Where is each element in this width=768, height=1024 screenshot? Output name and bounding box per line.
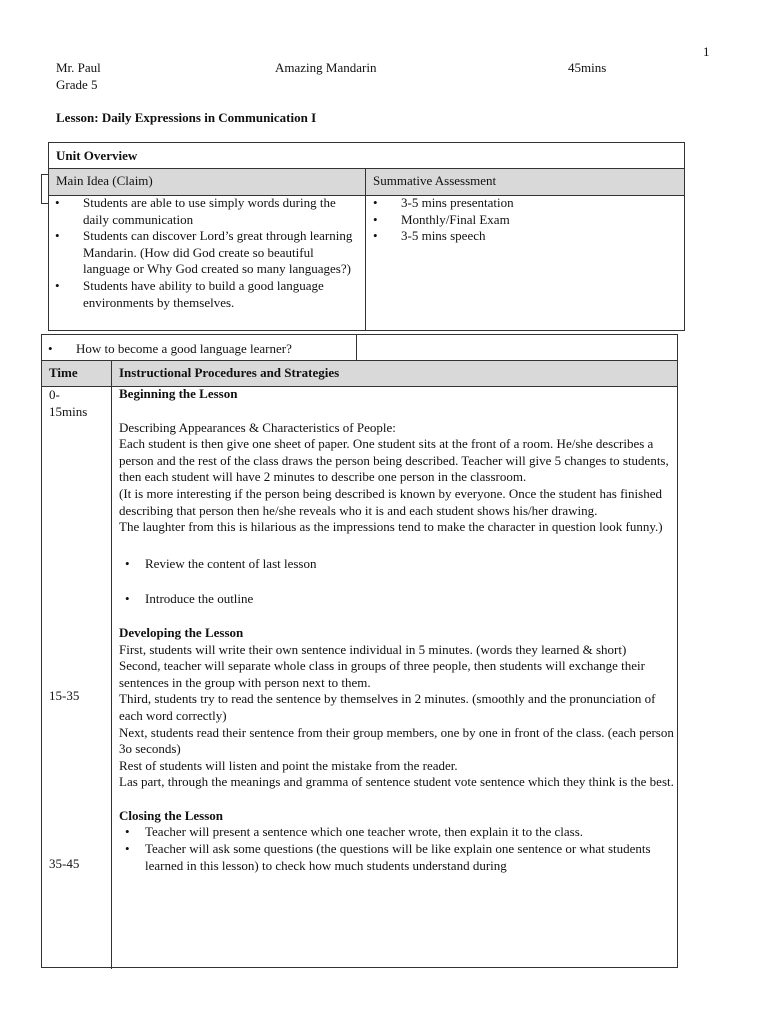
procedures-table xyxy=(41,334,678,968)
question-row xyxy=(42,335,677,360)
teacher-name: Mr. Paul xyxy=(56,60,101,75)
list-item: • Introduce the outline xyxy=(119,591,674,608)
main-idea-list xyxy=(49,195,355,311)
list-item: • Review the content of last lesson xyxy=(119,556,674,573)
list-item: • Students have ability to build a good language environments by themselves. xyxy=(49,278,355,311)
list-item: • Teacher will present a sentence which one teacher wrote, then explain it to the class. xyxy=(119,824,674,841)
beginning-bullets xyxy=(119,556,674,608)
question-list xyxy=(42,341,352,358)
time-header: Time xyxy=(49,365,78,380)
unit-overview-title: Unit Overview xyxy=(56,148,138,163)
beginning-paragraph: Describing Appearances & Characteristics of People: xyxy=(119,419,396,435)
developing-paragraph: Second, teacher will separate whole class in groups of three people, then students will exchange their sentences in the group with person next to them. xyxy=(119,658,645,690)
time-slot-1: 0- 15mins xyxy=(49,387,88,419)
closing-bullets xyxy=(119,824,674,874)
course-name: Amazing Mandarin xyxy=(275,60,377,75)
closing-title: Closing the Lesson xyxy=(119,807,224,823)
developing-paragraph: Rest of students will listen and point the mistake from the reader. xyxy=(119,757,458,773)
lesson-duration: 45mins xyxy=(568,60,607,75)
procedures-content xyxy=(119,385,674,874)
unit-overview-table xyxy=(48,142,685,331)
list-item: • Students are able to use simply words during the daily communication xyxy=(49,195,355,228)
unit-overview-header-row xyxy=(49,168,684,196)
assessment-list xyxy=(367,195,667,245)
list-item: • Monthly/Final Exam xyxy=(367,212,667,229)
developing-paragraph: First, students will write their own sentence individual in 5 minutes. (words they learned & short) xyxy=(119,641,627,657)
time-slot-3: 35-45 xyxy=(49,856,80,871)
list-item: • Teacher will ask some questions (the questions will be like explain one sentence or what students learned in this lesson) to check how much students understand during xyxy=(119,841,674,874)
procedures-header-row xyxy=(42,360,677,387)
procedures-header: Instructional Procedures and Strategies xyxy=(119,365,340,380)
list-item: • 3-5 mins presentation xyxy=(367,195,667,212)
question-item: • How to become a good language learner? xyxy=(42,341,352,358)
beginning-paragraph: Each student is then give one sheet of paper. One student sits at the front of a room. He/she describes a person and the rest of the class draws the person being described. Teacher will give 5 changes to students, then each student will have 2 minutes to describe one person in the classroom. xyxy=(119,436,669,485)
developing-paragraph: Next, students read their sentence from their group members, one by one in front of the class. (each person 3o seconds) xyxy=(119,724,674,757)
unit-column-divider xyxy=(365,168,366,330)
beginning-title: Beginning the Lesson xyxy=(119,386,238,401)
beginning-paragraph: The laughter from this is hilarious as the impressions tend to make the character in question look funny.) xyxy=(119,519,663,535)
page-number: 1 xyxy=(703,44,710,59)
grade-level: Grade 5 xyxy=(56,77,98,92)
beginning-paragraph: (It is more interesting if the person being described is known by everyone. Once the student has finished describing that person then he/she reveals who it is and each student shows his/her drawing. xyxy=(119,485,662,518)
assessment-header: Summative Assessment xyxy=(373,173,497,188)
time-slot-2: 15-35 xyxy=(49,688,80,703)
developing-paragraph: Las part, through the meanings and gramma of sentence student vote sentence which they think is the best. xyxy=(119,774,674,790)
developing-title: Developing the Lesson xyxy=(119,624,244,640)
list-item: • 3-5 mins speech xyxy=(367,228,667,245)
column-divider xyxy=(111,360,112,969)
lesson-title: Lesson: Daily Expressions in Communication I xyxy=(56,110,317,125)
developing-paragraph: Third, students try to read the sentence by themselves in 2 minutes. (smoothly and the pronunciation of each word correctly) xyxy=(119,691,656,723)
list-item: • Students can discover Lord’s great through learning Mandarin. (How did God create so beautiful language or Why God created so many languages?) xyxy=(49,228,355,278)
main-idea-header: Main Idea (Claim) xyxy=(56,173,153,188)
